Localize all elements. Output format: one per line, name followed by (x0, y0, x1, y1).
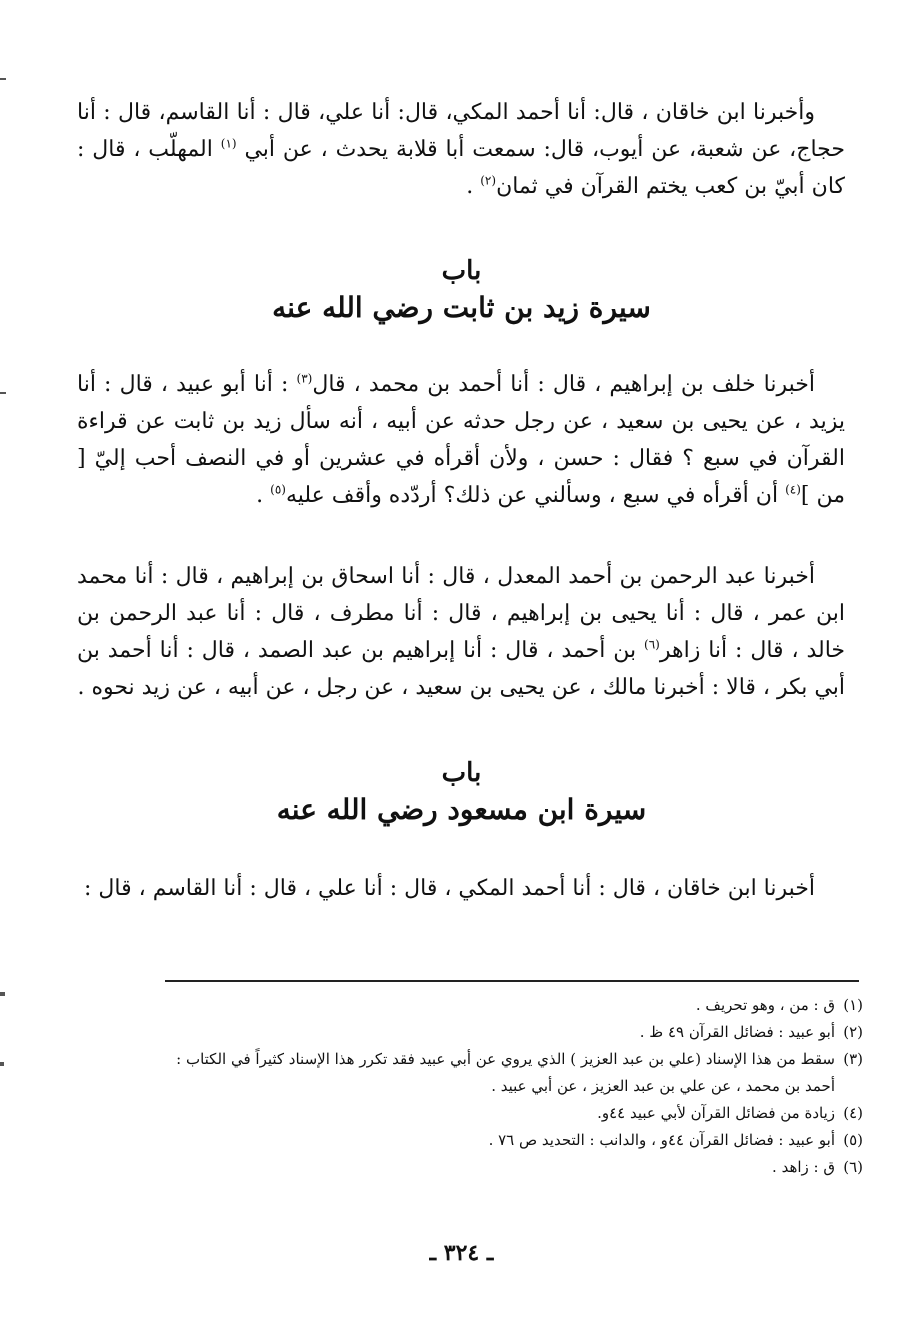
footnote-text: ق : من ، وهو تحريف . (695, 996, 835, 1014)
scan-margin-mark (0, 1062, 4, 1066)
footnote-ref[interactable]: (٤) (785, 482, 801, 497)
scan-margin-mark (0, 78, 6, 80)
section-heading-zaid (0, 254, 923, 328)
footnotes (73, 992, 863, 1181)
opening-paragraph (77, 94, 845, 205)
footnote-ref[interactable]: (٢) (480, 173, 497, 188)
footnote-number: (٣) (843, 1050, 863, 1068)
text-run: كان أبيّ بن كعب يختم القرآن في ثمان (496, 174, 845, 199)
footnote-item (73, 992, 863, 1019)
footnote-number: (٤) (843, 1104, 863, 1122)
text-run: وأخبرنا ابن خاقان ، قال: أنا أحمد المكي، قال: أنا علي، قال : أنا القاسم، قال : أنا (77, 100, 815, 125)
footnote-text: زيادة من فضائل القرآن لأبي عبيد ٤٤و. (597, 1104, 835, 1122)
text-run: المهلّب ، قال : (77, 137, 213, 162)
page-number: ـ ٣٢٤ ـ (429, 1240, 494, 1266)
text-run: أخبرنا خلف بن إبراهيم ، قال : أنا أحمد بن محمد ، قال (312, 372, 815, 397)
footnote-number: (٢) (843, 1023, 863, 1041)
text-run: بن أحمد ، قال : أنا إبراهيم بن عبد الصمد ، قال : أنا أحمد بن أبي بكر ، قالا : أخبرنا مالك ، عن يحيى بن سعيد ، عن رجل ، عن أبيه ، عن زيد نحوه . (77, 638, 845, 700)
footnote-text: أبو عبيد : فضائل القرآن ٤٩ ظ . (639, 1023, 835, 1041)
section-heading-ibn-masud (0, 756, 923, 830)
text-run: . (466, 174, 474, 199)
footnote-item (73, 1154, 863, 1181)
paragraph-ibn-khaqan (77, 870, 845, 907)
footnote-ref[interactable]: (١) (220, 136, 237, 151)
footnote-ref[interactable]: (٥) (270, 482, 286, 497)
footnote-ref[interactable]: (٦) (644, 637, 660, 652)
text-run: أن أقرأه في سبع ، وسألني عن ذلك؟ أردّده وأقف عليه (285, 483, 779, 508)
footnote-item (73, 1046, 863, 1073)
scan-margin-mark (0, 992, 5, 996)
footnote-number: (١) (843, 996, 863, 1014)
text-run: أخبرنا عبد الرحمن بن أحمد المعدل ، قال : أنا اسحاق بن إبراهيم ، قال : أنا محمد ابن عمر ، قال : أنا يحيى بن إبراهيم ، قال : أنا مطرف ، قال : أنا عبد الرحمن بن خالد ، قال : أنا زاهر (77, 564, 846, 663)
footnote-ref[interactable]: (٣) (296, 371, 313, 386)
section-keyword: باب (441, 256, 482, 286)
section-title: سيرة ابن مسعود رضي الله عنه (276, 793, 647, 826)
scan-margin-mark (0, 392, 6, 394)
text-run: حجاج، عن شعبة، عن أيوب، قال: سمعت أبا قلابة يحدث ، عن أبي (244, 137, 845, 162)
footnote-number: (٥) (843, 1131, 863, 1149)
paragraph-text: أخبرنا ابن خاقان ، قال : أنا أحمد المكي ، قال : أنا علي ، قال : أنا القاسم ، قال : (84, 876, 815, 901)
section-keyword: باب (441, 758, 482, 788)
footnote-continuation: أحمد بن محمد ، عن علي بن عبد العزيز ، عن أبي عبيد . (491, 1077, 835, 1095)
text-run: : أنا أبو عبيد ، قال : أنا يزيد ، عن يحيى بن سعيد ، عن رجل حدثه عن أبيه ، أنه سأل زيد بن ثابت عن قراءة القرآن في سبع ؟ فقال : حسن ، ولأن أقرأه في عشرين أو في النصف أحب إليّ [ من ] (77, 372, 845, 508)
footnote-item (73, 1127, 863, 1154)
paragraph-khalaf (77, 366, 845, 514)
footnote-text: أبو عبيد : فضائل القرآن ٤٤و ، والدانب : التحديد ص ٧٦ . (488, 1131, 835, 1149)
footnote-item (73, 1100, 863, 1127)
footnote-text: ق : زاهد . (772, 1158, 835, 1176)
paragraph-abdulrahman (77, 558, 845, 706)
section-title: سيرة زيد بن ثابت رضي الله عنه (272, 291, 651, 324)
text-run: . (256, 483, 264, 508)
paragraph-text (77, 94, 845, 205)
paragraph-text (77, 366, 845, 514)
footnote-number: (٦) (843, 1158, 863, 1176)
footnote-divider (165, 980, 859, 982)
paragraph-text (77, 558, 845, 706)
footnote-item (73, 1019, 863, 1046)
footnote-text: سقط من هذا الإسناد (علي بن عبد العزيز ) الذي يروي عن أبي عبيد فقد تكرر هذا الإسناد كثيراً في الكتاب : (176, 1050, 835, 1068)
